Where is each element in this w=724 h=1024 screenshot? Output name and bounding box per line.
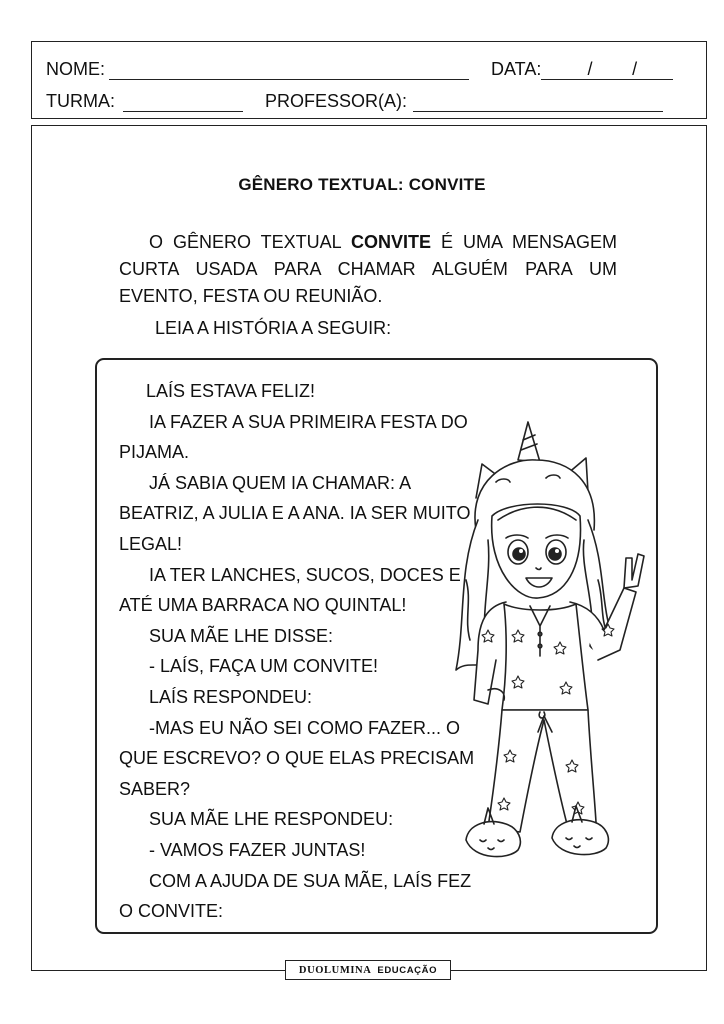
name-field[interactable] bbox=[109, 60, 469, 80]
class-field[interactable] bbox=[123, 92, 243, 112]
story-paragraph: LAÍS ESTAVA FELIZ! bbox=[146, 381, 316, 401]
story-text bbox=[119, 376, 489, 927]
story-paragraph: IA TER LANCHES, SUCOS, DOCES E ATÉ UMA BARRACA NO QUINTAL! bbox=[119, 564, 461, 616]
date-separator: / bbox=[587, 59, 593, 79]
teacher-field[interactable] bbox=[413, 92, 663, 112]
story-paragraph: - VAMOS FAZER JUNTAS! bbox=[149, 839, 366, 860]
class-label: TURMA: bbox=[46, 91, 115, 111]
class-teacher-row bbox=[46, 86, 686, 112]
date-group bbox=[491, 59, 673, 80]
story-paragraph: LAÍS RESPONDEU: bbox=[149, 686, 313, 707]
intro-text-end: É UMA MENSAGEM CURTA USADA PARA CHAMAR ALGUÉM PARA UM EVENTO, FESTA OU REUNIÃO. bbox=[119, 232, 617, 306]
story-paragraph: IA FAZER A SUA PRIMEIRA FESTA DO PIJAMA. bbox=[119, 411, 468, 463]
page-title: GÊNERO TEXTUAL: CONVITE bbox=[238, 175, 486, 194]
name-label: NOME: bbox=[46, 59, 106, 79]
student-info-header bbox=[31, 41, 707, 119]
story-paragraph: -MAS EU NÃO SEI COMO FAZER... O QUE ESCREVO? O QUE ELAS PRECISAM SABER? bbox=[119, 717, 475, 799]
story-paragraph: JÁ SABIA QUEM IA CHAMAR: A BEATRIZ, A JULIA E A ANA. IA SER MUITO LEGAL! bbox=[119, 472, 471, 554]
girl-in-unicorn-pajamas-illustration bbox=[448, 420, 658, 875]
intro-text-start: O GÊNERO TEXTUAL bbox=[149, 232, 351, 252]
date-field[interactable] bbox=[541, 60, 673, 80]
name-date-row bbox=[46, 54, 686, 80]
brand-name: DUOLUMINA bbox=[298, 964, 372, 976]
read-instruction: LEIA A HISTÓRIA A SEGUIR: bbox=[155, 318, 392, 338]
intro-paragraph bbox=[119, 229, 617, 310]
brand-badge bbox=[285, 960, 451, 980]
date-label: DATA: bbox=[491, 59, 542, 79]
story-paragraph: SUA MÃE LHE RESPONDEU: bbox=[149, 809, 394, 830]
date-separator: / bbox=[632, 59, 638, 79]
story-paragraph: - LAÍS, FAÇA UM CONVITE! bbox=[149, 656, 379, 677]
brand-suffix: EDUCAÇÃO bbox=[377, 964, 438, 976]
intro-keyword: CONVITE bbox=[351, 232, 432, 252]
story-paragraph: SUA MÃE LHE DISSE: bbox=[149, 625, 334, 646]
teacher-label: PROFESSOR(A): bbox=[265, 91, 408, 111]
story-paragraph: COM A AJUDA DE SUA MÃE, LAÍS FEZ O CONVITE: bbox=[119, 870, 472, 922]
